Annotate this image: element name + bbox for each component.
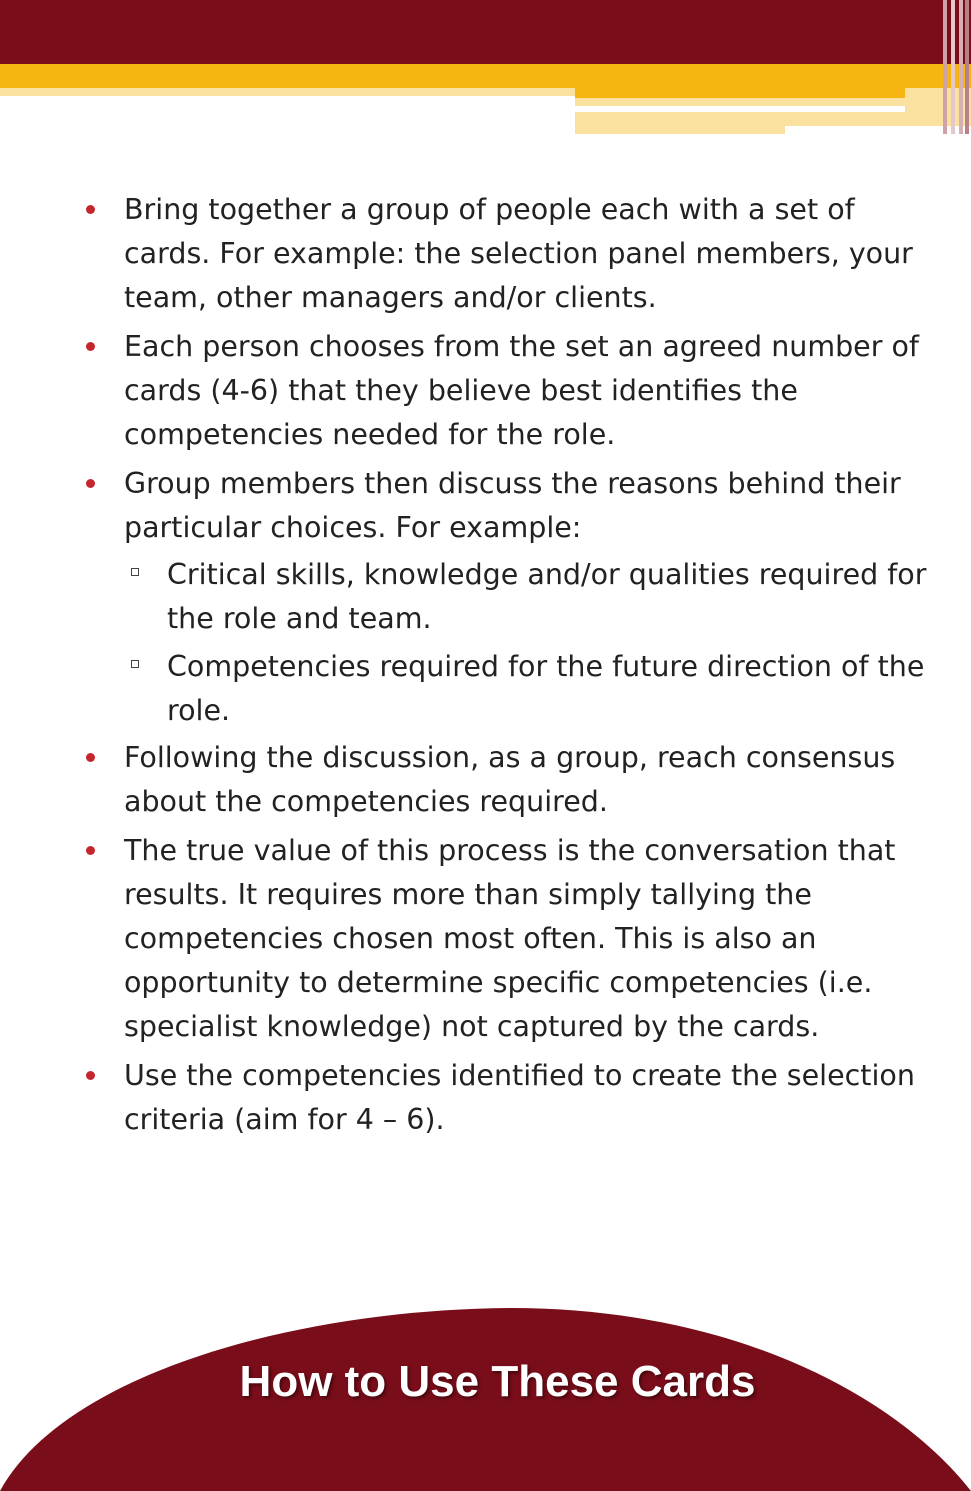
list-item: [0, 1054, 971, 1142]
sub-list-item-text: Competencies required for the future direction of the role.: [167, 650, 925, 727]
header-edge-line: [959, 0, 963, 134]
bullet-dot-icon: [86, 342, 95, 351]
bullet-dot-icon: [86, 1071, 95, 1080]
list-item-text: Bring together a group of people each with a set of cards. For example: the selection panel members, your team, other managers and/or clients.: [124, 193, 913, 314]
list-item-text: Group members then discuss the reasons behind their particular choices. For example:: [124, 467, 901, 544]
sub-list-item: [0, 553, 971, 641]
list-item-text: Each person chooses from the set an agreed number of cards (4-6) that they believe best identifies the competencies needed for the role.: [124, 330, 919, 451]
bullet-dot-icon: [86, 846, 95, 855]
header-white-stripe: [575, 106, 905, 112]
sub-list-item: [0, 645, 971, 733]
list-item: [0, 325, 971, 457]
page-title: How to Use These Cards: [239, 1357, 756, 1406]
list-item: [0, 829, 971, 1049]
square-bullet-icon: [131, 568, 139, 576]
header-maroon-band: [0, 0, 971, 64]
header-gold-light-strip: [0, 88, 575, 96]
list-item-text: The true value of this process is the conversation that results. It requires more than simply tallying the competencies chosen most often. This is also an opportunity to determine specific competencies (i.e. specialist knowledge) not captured by the cards.: [124, 834, 896, 1043]
bullet-dot-icon: [86, 753, 95, 762]
header-edge-line: [951, 0, 955, 134]
list-item: [0, 462, 971, 550]
header-edge-line: [965, 0, 969, 134]
list-item-text: Use the competencies identified to create the selection criteria (aim for 4 – 6).: [124, 1059, 915, 1136]
bullet-dot-icon: [86, 205, 95, 214]
header-edge-line: [943, 0, 947, 134]
list-item: [0, 188, 971, 320]
instructions-list: [0, 188, 971, 1147]
header-gold-band: [0, 64, 971, 88]
list-item-text: Following the discussion, as a group, reach consensus about the competencies required.: [124, 741, 896, 818]
bullet-dot-icon: [86, 479, 95, 488]
list-item: [0, 736, 971, 824]
sub-list-item-text: Critical skills, knowledge and/or qualities required for the role and team.: [167, 558, 927, 635]
square-bullet-icon: [131, 660, 139, 668]
header-gold-block-top: [575, 88, 905, 98]
